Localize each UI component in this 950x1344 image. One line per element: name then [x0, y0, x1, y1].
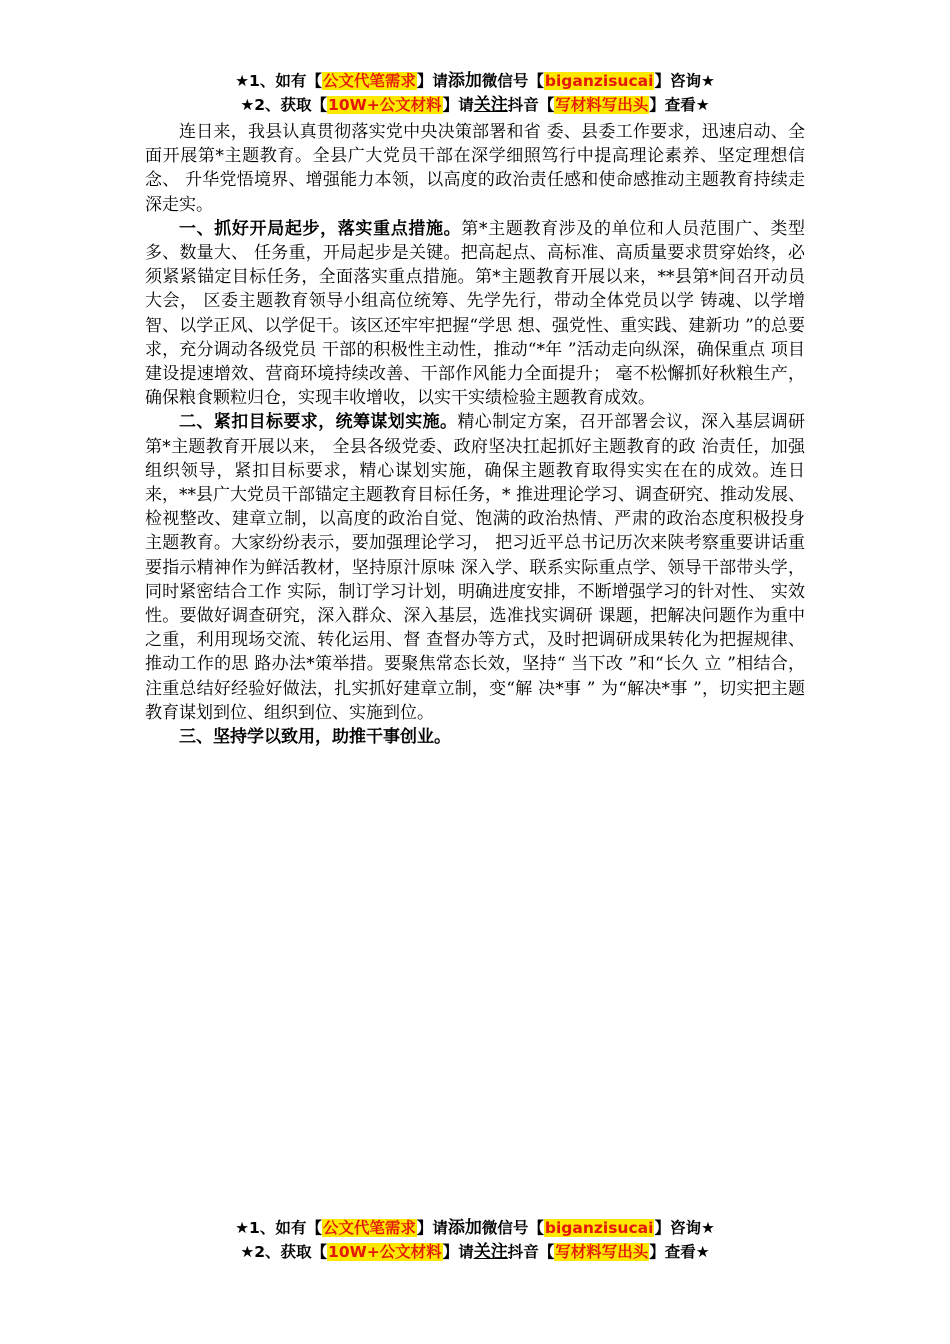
- promo-highlight: 公文代笔需求: [322, 1219, 416, 1237]
- promo-text: 】咨询★: [654, 1219, 715, 1237]
- promo-text: ★1、如有【: [235, 1219, 322, 1237]
- promo-emphasis: 关注: [473, 1242, 508, 1262]
- promo-line-2: [0, 1240, 950, 1264]
- promo-text: 抖音【: [507, 1243, 555, 1261]
- promo-emphasis: 添加: [447, 71, 482, 91]
- promo-header: [0, 69, 950, 117]
- promo-text: 】请: [416, 72, 448, 90]
- section-2-paragraph: [145, 410, 805, 725]
- promo-text: 微信号【: [481, 72, 544, 90]
- promo-text: 】请: [416, 1219, 448, 1237]
- promo-emphasis: 关注: [473, 95, 508, 115]
- promo-highlight: 10W+公文材料: [328, 1243, 442, 1261]
- document-body: [145, 120, 805, 749]
- promo-text: 】请: [442, 96, 474, 114]
- promo-wechat-id: biganzisucai: [544, 72, 654, 90]
- section-2-heading: 二、紧扣目标要求，统筹谋划实施。: [179, 412, 458, 433]
- intro-paragraph: 连日来，我县认真贯彻落实党中央决策部署和省 委、县委工作要求，迅速启动、全面开展第*主题教育。全县广大党员干部在深学细照笃行中提高理论素养、坚定理想信念、 升华党悟境界、增强能力本领，以高度的政治责任感和使命感推动主题教育持续走深走实。: [145, 122, 805, 215]
- promo-highlight: 公文代笔需求: [322, 72, 416, 90]
- section-1-body: 第*主题教育涉及的单位和人员范围广、类型多、数量大、 任务重，开局起步是关键。把高起点、高标准、高质量要求贯穿始终，必须紧紧锚定目标任务，全面落实重点措施。第*主题教育开展以来，**县第*间召开动员大会， 区委主题教育领导小组高位统筹、先学先行，带动全体党员以学 铸魂、以学增智、以学正风、以学促干。该区还牢牢把握“学思 想、强党性、重实践、建新功 ”的总要求，充分调动各级党员 干部的积极性主动性，推动“*年 ”活动走向纵深，确保重点 项目建设提速增效、营商环境持续改善、干部作风能力全面提升； 毫不松懈抓好秋粮生产，确保粮食颗粒归仓，实现丰收增收，以实干实绩检验主题教育成效。: [145, 218, 806, 409]
- promo-text: 】查看★: [649, 96, 710, 114]
- promo-line-1: [0, 69, 950, 93]
- promo-line-2: [0, 93, 950, 117]
- promo-text: 抖音【: [507, 96, 555, 114]
- promo-text: 】请: [442, 1243, 474, 1261]
- promo-emphasis: 添加: [447, 1218, 482, 1238]
- section-1-paragraph: [145, 217, 805, 411]
- section-1-heading: 一、抓好开局起步，落实重点措施。: [179, 218, 462, 239]
- promo-text: ★2、获取【: [240, 96, 328, 114]
- section-3-paragraph: [145, 725, 805, 749]
- promo-text: 】咨询★: [654, 72, 715, 90]
- promo-text: ★2、获取【: [240, 1243, 328, 1261]
- promo-text: 微信号【: [481, 1219, 544, 1237]
- promo-line-1: [0, 1216, 950, 1240]
- promo-highlight: 10W+公文材料: [328, 96, 442, 114]
- promo-footer: [0, 1216, 950, 1264]
- section-2-body: 精心制定方案，召开部署会议，深入基层调研第*主题教育开展以来， 全县各级党委、政府坚决扛起抓好主题教育的政 治责任，加强组织领导，紧扣目标要求，精心谋划实施，确保主题教育取得实实在在的成效。连日来，**县广大党员干部锚定主题教育目标任务，* 推进理论学习、调查研究、推动发展、检视整改、建章立制，以高度的政治自觉、饱满的政治热情、严肃的政治态度积极投身主题教育。大家纷纷表示，要加强理论学习， 把习近平总书记历次来陕考察重要讲话重要指示精神作为鲜活教材，坚持原汁原味 深入学、联系实际重点学、领导干部带头学，同时紧密结合工作 实际，制订学习计划，明确进度安排，不断增强学习的针对性、 实效性。要做好调查研究，深入群众、深入基层，选准找实调研 课题，把解决问题作为重中之重，利用现场交流、转化运用、督 查督办等方式，及时把调研成果转化为把握规律、推动工作的思 路办法*策举措。要聚焦常态长效，坚持“ 当下改 ”和“长久 立 ”相结合，注重总结好经验好做法，扎实抓好建章立制，变“解 决*事 ” 为“解决*事 ”，切实把主题教育谋划到位、组织到位、实施到位。: [145, 412, 806, 723]
- promo-douyin-id: 写材料写出头: [555, 96, 649, 114]
- promo-text: 】查看★: [649, 1243, 710, 1261]
- promo-wechat-id: biganzisucai: [544, 1219, 654, 1237]
- section-3-heading: 三、坚持学以致用，助推干事创业。: [179, 727, 451, 748]
- promo-douyin-id: 写材料写出头: [555, 1243, 649, 1261]
- promo-text: ★1、如有【: [235, 72, 322, 90]
